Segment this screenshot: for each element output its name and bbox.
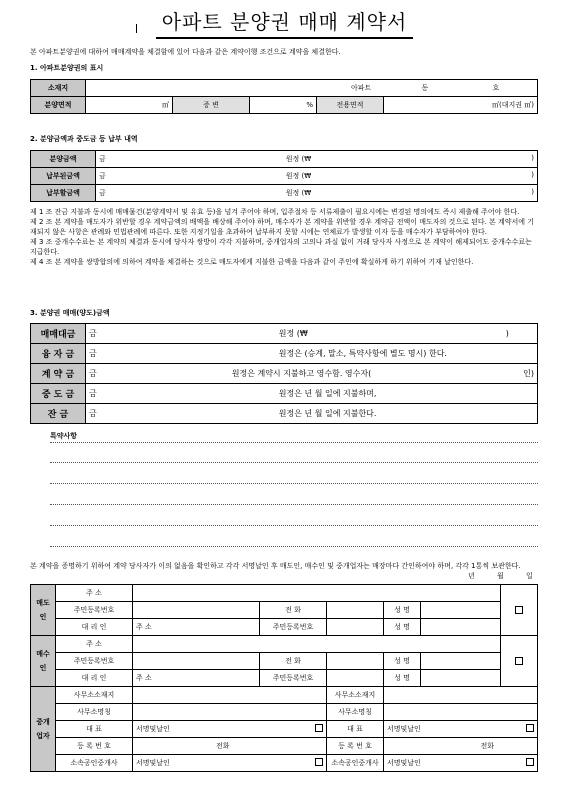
seller-agent-name-label: 성 명 <box>384 619 421 636</box>
broker2-rep-label: 대 표 <box>327 721 384 738</box>
buyer-phone-cell[interactable] <box>327 653 384 670</box>
broker1-licensed-label: 소속공인중개사 <box>56 755 133 772</box>
broker-label: 중개업자 <box>31 687 56 772</box>
seller-id-label: 주민등록번호 <box>56 602 133 619</box>
paid-amount-cell[interactable]: 금 원정 (₩ ) <box>96 168 538 185</box>
buyer-id-cell[interactable] <box>133 653 260 670</box>
sale-price-cell[interactable]: 금 원정 (₩ ) <box>96 151 538 168</box>
broker2-rep-cell[interactable]: 서명및날인 <box>384 721 538 738</box>
exclusive-label: 전용면적 <box>317 97 384 114</box>
article-3: 제 3 조 중개수수료는 본 계약의 체결과 동시에 당사자 쌍방이 각각 지불하며, 중개업자의 고의나 과실 없이 거래 당사자 사정으로 본 계약이 해제되어도 중개수수료는 지급한다. <box>30 238 532 256</box>
balance-label: 잔 금 <box>31 404 86 424</box>
broker1-office-name-cell[interactable] <box>133 704 327 721</box>
seller-seal-box[interactable] <box>501 585 538 636</box>
section2-heading: 2. 분양금액과 중도금 등 납부 내역 <box>30 135 138 143</box>
section3-heading: 3. 분양권 매매(양도)금액 <box>30 309 110 317</box>
buyer-name-label: 성 명 <box>384 653 421 670</box>
buyer-name-cell[interactable] <box>421 653 501 670</box>
payment-table <box>30 150 538 202</box>
share-label: 증 변 <box>173 97 250 114</box>
balance-cell[interactable]: 금 원정은 년 월 일에 지불한다. <box>86 404 538 424</box>
broker2-office-name-cell[interactable] <box>384 704 538 721</box>
special-line-5[interactable] <box>50 525 538 526</box>
article-2: 제 2 조 본 계약을 매도자가 위반할 경우 계약금액의 배액을 배상해 주어야 하며, 매수자가 본 계약을 위반할 경우 계약금 전액이 매도자의 것으로 된다. 본 계약서에 기재되지 않은 사항은 관례와 민법관례에 따른다. 또한 지정기일을 초과하여 납부하지 못할 시에는 연체료가 발생할 이자 등을 매수자가 부담하여야 한다. <box>30 218 535 236</box>
seller-agent-name-cell[interactable] <box>421 619 501 636</box>
seller-agent-id-label: 주민등록번호 <box>260 619 327 636</box>
broker2-rep-seal[interactable] <box>526 724 534 732</box>
seller-name-cell[interactable] <box>421 602 501 619</box>
intro-text: 본 아파트분양권에 대하여 매매계약을 체결함에 있어 다음과 같은 계약이행 조건으로 계약을 체결한다. <box>30 48 341 56</box>
area-cell[interactable]: ㎡ <box>86 97 173 114</box>
broker1-office-addr-label: 사무소소재지 <box>56 687 133 704</box>
broker2-office-addr-cell[interactable] <box>384 687 538 704</box>
buyer-id-label: 주민등록번호 <box>56 653 133 670</box>
broker1-rep-label: 대 표 <box>56 721 133 738</box>
buyer-agent-id-label: 주민등록번호 <box>260 670 327 687</box>
location-label: 소재지 <box>31 80 86 97</box>
seller-agent-label: 대 리 인 <box>56 619 133 636</box>
seller-id-cell[interactable] <box>133 602 260 619</box>
broker1-reg-label: 등 록 번 호 <box>56 738 133 755</box>
due-amount-cell[interactable]: 금 원정 (₩ ) <box>96 185 538 202</box>
loan-cell[interactable]: 금 원정은 (승계, 말소, 특약사항에 별도 명시) 한다. <box>86 344 538 364</box>
buyer-agent-name-label: 성 명 <box>384 670 421 687</box>
special-line-6[interactable] <box>50 546 538 547</box>
sale-price-label: 분양금액 <box>31 151 96 168</box>
interim-cell[interactable]: 금 원정은 년 월 일에 지불하며, <box>86 384 538 404</box>
seller-phone-cell[interactable] <box>327 602 384 619</box>
buyer-agent-name-cell[interactable] <box>421 670 501 687</box>
seller-phone-label: 전 화 <box>260 602 327 619</box>
parties-table <box>30 584 538 772</box>
seller-agent-id-cell[interactable] <box>327 619 384 636</box>
broker2-licensed-cell[interactable]: 서명및날인 <box>384 755 538 772</box>
document-title: 아파트 분양권 매매 계약서 <box>0 6 569 39</box>
broker1-licensed-seal[interactable] <box>315 758 323 766</box>
buyer-seal-box[interactable] <box>501 636 538 687</box>
buyer-phone-label: 전 화 <box>260 653 327 670</box>
special-line-2[interactable] <box>50 462 538 463</box>
date-line: 년 월 일 <box>468 572 533 580</box>
broker1-rep-cell[interactable]: 서명및날인 <box>133 721 327 738</box>
buyer-label: 매수인 <box>31 636 56 687</box>
article-1: 제 1 조 잔금 지불과 동시에 매매물건(분양계약서 및 유효 등)을 넘겨 주어야 하며, 입주절차 등 서류제출이 필요시에는 변경된 명의에도 즉시 제출해 주어야 한다. <box>30 208 520 216</box>
broker2-reg-label: 등 록 번 호 <box>327 738 384 755</box>
buyer-agent-label: 대 리 인 <box>56 670 133 687</box>
section1-heading: 1. 아파트분양권의 표시 <box>30 64 104 72</box>
share-cell[interactable]: % <box>250 97 317 114</box>
articles <box>30 207 540 267</box>
broker1-office-addr-cell[interactable] <box>133 687 327 704</box>
broker2-reg-cell[interactable]: 전화 <box>384 738 538 755</box>
seller-name-label: 성 명 <box>384 602 421 619</box>
buyer-agent-addr-label: 주 소 <box>133 670 260 687</box>
buyer-address-cell[interactable] <box>133 636 501 653</box>
deposit-label: 계 약 금 <box>31 364 86 384</box>
special-line-4[interactable] <box>50 504 538 505</box>
broker1-licensed-cell[interactable]: 서명및날인 <box>133 755 327 772</box>
seller-address-label: 주 소 <box>56 585 133 602</box>
special-terms-label: 특약사항 <box>50 432 78 440</box>
seller-agent-addr-label: 주 소 <box>133 619 260 636</box>
title-mark <box>136 24 137 33</box>
deposit-cell[interactable]: 금 원정은 계약시 지불하고 영수함. 영수자( 인) <box>86 364 538 384</box>
seller-address-cell[interactable] <box>133 585 501 602</box>
total-price-label: 매매대금 <box>31 324 86 344</box>
broker2-office-addr-label: 사무소소재지 <box>327 687 384 704</box>
area-label: 분양면적 <box>31 97 86 114</box>
buyer-agent-id-cell[interactable] <box>327 670 384 687</box>
loan-label: 융 자 금 <box>31 344 86 364</box>
special-line-1[interactable] <box>50 442 538 443</box>
special-line-3[interactable] <box>50 483 538 484</box>
article-4: 제 4 조 본 계약을 쌍방합의에 의하여 계약을 체결하는 것으로 매도자에게 지불한 금액을 다음과 같이 주인에 확실하게 하기 위하여 기재 날인한다. <box>30 258 474 266</box>
paid-amount-label: 납부된금액 <box>31 168 96 185</box>
price-table <box>30 323 538 424</box>
location-cell[interactable]: 아파트 동 호 <box>86 80 538 97</box>
exclusive-cell[interactable]: ㎡(대지권 ㎡) <box>384 97 538 114</box>
total-price-cell[interactable]: 금 원정 (₩ ) <box>86 324 538 344</box>
seller-label: 매도인 <box>31 585 56 636</box>
broker1-reg-cell[interactable]: 전화 <box>133 738 327 755</box>
interim-label: 중 도 금 <box>31 384 86 404</box>
closing-text: 본 계약을 증명하기 위하여 계약 당사자가 이의 없음을 확인하고 각각 서명날인 후 매도인, 매수인 및 중개업자는 매장마다 간인하여야 하며, 각각 1통씩 보관한다. <box>30 562 521 570</box>
broker2-licensed-seal[interactable] <box>526 758 534 766</box>
broker1-office-name-label: 사무소명칭 <box>56 704 133 721</box>
broker1-rep-seal[interactable] <box>315 724 323 732</box>
broker2-office-name-label: 사무소명칭 <box>327 704 384 721</box>
buyer-address-label: 주 소 <box>56 636 133 653</box>
property-table <box>30 79 538 114</box>
broker2-licensed-label: 소속공인중개사 <box>327 755 384 772</box>
due-amount-label: 납부할금액 <box>31 185 96 202</box>
